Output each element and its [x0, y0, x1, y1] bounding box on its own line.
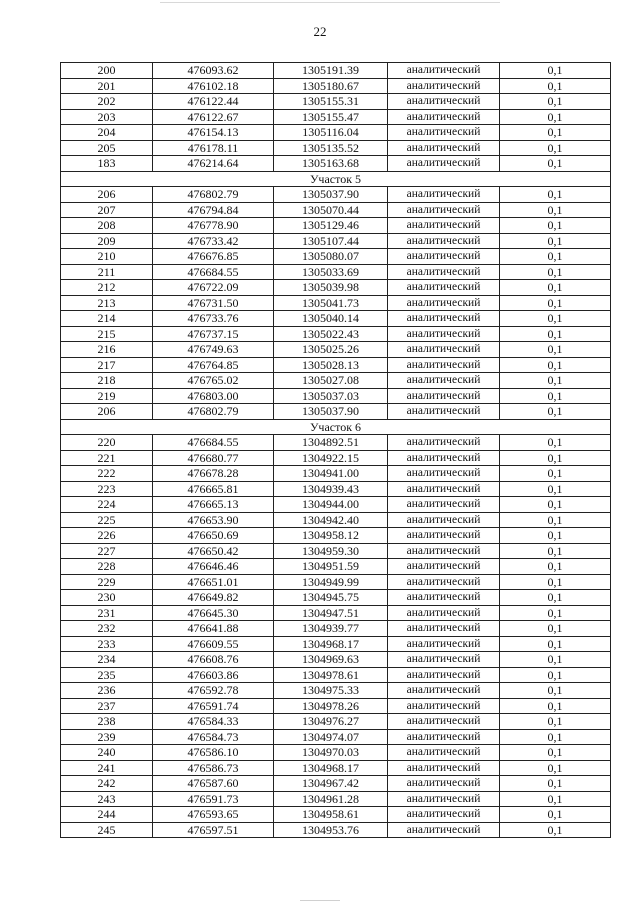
point-number-cell: 223: [61, 481, 153, 497]
x-coordinate-cell: 476731.50: [153, 295, 274, 311]
table-row: [61, 342, 611, 358]
x-coordinate-cell: 476749.63: [153, 342, 274, 358]
point-number-cell: 236: [61, 683, 153, 699]
x-coordinate-cell: 476093.62: [153, 63, 274, 79]
table-row: [61, 156, 611, 172]
x-coordinate-cell: 476154.13: [153, 125, 274, 141]
x-coordinate-cell: 476591.73: [153, 791, 274, 807]
accuracy-cell: 0,1: [500, 481, 611, 497]
method-cell: аналитический: [388, 233, 500, 249]
method-cell: аналитический: [388, 94, 500, 110]
method-cell: аналитический: [388, 63, 500, 79]
method-cell: аналитический: [388, 621, 500, 637]
table-row: [61, 94, 611, 110]
point-number-cell: 183: [61, 156, 153, 172]
method-cell: аналитический: [388, 311, 500, 327]
x-coordinate-cell: 476651.01: [153, 574, 274, 590]
x-coordinate-cell: 476122.67: [153, 109, 274, 125]
point-number-cell: 232: [61, 621, 153, 637]
table-row: [61, 435, 611, 451]
y-coordinate-cell: 1305037.90: [274, 187, 388, 203]
method-cell: аналитический: [388, 435, 500, 451]
section-row: [61, 419, 611, 435]
point-number-cell: 229: [61, 574, 153, 590]
point-number-cell: 209: [61, 233, 153, 249]
accuracy-cell: 0,1: [500, 63, 611, 79]
point-number-cell: 228: [61, 559, 153, 575]
x-coordinate-cell: 476591.74: [153, 698, 274, 714]
table-row: [61, 63, 611, 79]
method-cell: аналитический: [388, 187, 500, 203]
accuracy-cell: 0,1: [500, 109, 611, 125]
table-row: [61, 373, 611, 389]
x-coordinate-cell: 476733.76: [153, 311, 274, 327]
method-cell: аналитический: [388, 326, 500, 342]
point-number-cell: 219: [61, 388, 153, 404]
method-cell: аналитический: [388, 729, 500, 745]
table-row: [61, 388, 611, 404]
method-cell: аналитический: [388, 357, 500, 373]
x-coordinate-cell: 476584.33: [153, 714, 274, 730]
method-cell: аналитический: [388, 140, 500, 156]
accuracy-cell: 0,1: [500, 156, 611, 172]
accuracy-cell: 0,1: [500, 605, 611, 621]
table-row: [61, 481, 611, 497]
table-row: [61, 605, 611, 621]
section-label: Участок 6: [61, 419, 611, 435]
y-coordinate-cell: 1304978.61: [274, 667, 388, 683]
y-coordinate-cell: 1305039.98: [274, 280, 388, 296]
method-cell: аналитический: [388, 295, 500, 311]
point-number-cell: 206: [61, 187, 153, 203]
x-coordinate-cell: 476803.00: [153, 388, 274, 404]
point-number-cell: 237: [61, 698, 153, 714]
method-cell: аналитический: [388, 156, 500, 172]
point-number-cell: 222: [61, 466, 153, 482]
y-coordinate-cell: 1304968.17: [274, 760, 388, 776]
x-coordinate-cell: 476646.46: [153, 559, 274, 575]
method-cell: аналитический: [388, 249, 500, 265]
table-row: [61, 760, 611, 776]
point-number-cell: 204: [61, 125, 153, 141]
accuracy-cell: 0,1: [500, 435, 611, 451]
table-row: [61, 450, 611, 466]
method-cell: аналитический: [388, 466, 500, 482]
table-row: [61, 807, 611, 823]
method-cell: аналитический: [388, 125, 500, 141]
point-number-cell: 220: [61, 435, 153, 451]
y-coordinate-cell: 1305033.69: [274, 264, 388, 280]
point-number-cell: 201: [61, 78, 153, 94]
y-coordinate-cell: 1304958.61: [274, 807, 388, 823]
y-coordinate-cell: 1305037.90: [274, 404, 388, 420]
x-coordinate-cell: 476603.86: [153, 667, 274, 683]
point-number-cell: 244: [61, 807, 153, 823]
y-coordinate-cell: 1305163.68: [274, 156, 388, 172]
coordinates-table-body: [61, 63, 611, 838]
x-coordinate-cell: 476684.55: [153, 435, 274, 451]
section-row: [61, 171, 611, 187]
y-coordinate-cell: 1305180.67: [274, 78, 388, 94]
x-coordinate-cell: 476650.42: [153, 543, 274, 559]
y-coordinate-cell: 1304941.00: [274, 466, 388, 482]
table-row: [61, 497, 611, 513]
table-row: [61, 187, 611, 203]
method-cell: аналитический: [388, 791, 500, 807]
accuracy-cell: 0,1: [500, 187, 611, 203]
accuracy-cell: 0,1: [500, 760, 611, 776]
point-number-cell: 238: [61, 714, 153, 730]
table-row: [61, 636, 611, 652]
accuracy-cell: 0,1: [500, 264, 611, 280]
table-row: [61, 466, 611, 482]
accuracy-cell: 0,1: [500, 94, 611, 110]
method-cell: аналитический: [388, 760, 500, 776]
method-cell: аналитический: [388, 574, 500, 590]
y-coordinate-cell: 1305116.04: [274, 125, 388, 141]
table-row: [61, 233, 611, 249]
y-coordinate-cell: 1304951.59: [274, 559, 388, 575]
page-number: 22: [313, 24, 327, 39]
table-row: [61, 729, 611, 745]
accuracy-cell: 0,1: [500, 652, 611, 668]
y-coordinate-cell: 1304961.28: [274, 791, 388, 807]
point-number-cell: 202: [61, 94, 153, 110]
table-row: [61, 249, 611, 265]
method-cell: аналитический: [388, 342, 500, 358]
accuracy-cell: 0,1: [500, 698, 611, 714]
y-coordinate-cell: 1304953.76: [274, 822, 388, 838]
y-coordinate-cell: 1305080.07: [274, 249, 388, 265]
y-coordinate-cell: 1304976.27: [274, 714, 388, 730]
x-coordinate-cell: 476584.73: [153, 729, 274, 745]
method-cell: аналитический: [388, 605, 500, 621]
y-coordinate-cell: 1304958.12: [274, 528, 388, 544]
y-coordinate-cell: 1304945.75: [274, 590, 388, 606]
accuracy-cell: 0,1: [500, 342, 611, 358]
point-number-cell: 243: [61, 791, 153, 807]
x-coordinate-cell: 476737.15: [153, 326, 274, 342]
point-number-cell: 208: [61, 218, 153, 234]
point-number-cell: 224: [61, 497, 153, 513]
table-row: [61, 776, 611, 792]
accuracy-cell: 0,1: [500, 450, 611, 466]
table-row: [61, 264, 611, 280]
x-coordinate-cell: 476122.44: [153, 94, 274, 110]
y-coordinate-cell: 1305037.03: [274, 388, 388, 404]
y-coordinate-cell: 1305025.26: [274, 342, 388, 358]
x-coordinate-cell: 476586.10: [153, 745, 274, 761]
point-number-cell: 211: [61, 264, 153, 280]
y-coordinate-cell: 1305129.46: [274, 218, 388, 234]
table-row: [61, 621, 611, 637]
table-row: [61, 78, 611, 94]
method-cell: аналитический: [388, 280, 500, 296]
x-coordinate-cell: 476587.60: [153, 776, 274, 792]
point-number-cell: 218: [61, 373, 153, 389]
x-coordinate-cell: 476764.85: [153, 357, 274, 373]
x-coordinate-cell: 476765.02: [153, 373, 274, 389]
accuracy-cell: 0,1: [500, 233, 611, 249]
table-row: [61, 512, 611, 528]
table-row: [61, 543, 611, 559]
method-cell: аналитический: [388, 78, 500, 94]
table-row: [61, 404, 611, 420]
method-cell: аналитический: [388, 528, 500, 544]
point-number-cell: 240: [61, 745, 153, 761]
y-coordinate-cell: 1305041.73: [274, 295, 388, 311]
method-cell: аналитический: [388, 450, 500, 466]
method-cell: аналитический: [388, 745, 500, 761]
y-coordinate-cell: 1304967.42: [274, 776, 388, 792]
table-row: [61, 125, 611, 141]
x-coordinate-cell: 476676.85: [153, 249, 274, 265]
y-coordinate-cell: 1305040.14: [274, 311, 388, 327]
x-coordinate-cell: 476649.82: [153, 590, 274, 606]
table-row: [61, 218, 611, 234]
y-coordinate-cell: 1304922.15: [274, 450, 388, 466]
method-cell: аналитический: [388, 373, 500, 389]
table-row: [61, 590, 611, 606]
table-row: [61, 714, 611, 730]
x-coordinate-cell: 476641.88: [153, 621, 274, 637]
x-coordinate-cell: 476665.13: [153, 497, 274, 513]
x-coordinate-cell: 476214.64: [153, 156, 274, 172]
y-coordinate-cell: 1305107.44: [274, 233, 388, 249]
method-cell: аналитический: [388, 512, 500, 528]
method-cell: аналитический: [388, 822, 500, 838]
x-coordinate-cell: 476178.11: [153, 140, 274, 156]
x-coordinate-cell: 476586.73: [153, 760, 274, 776]
point-number-cell: 205: [61, 140, 153, 156]
accuracy-cell: 0,1: [500, 543, 611, 559]
accuracy-cell: 0,1: [500, 466, 611, 482]
accuracy-cell: 0,1: [500, 249, 611, 265]
table-row: [61, 528, 611, 544]
method-cell: аналитический: [388, 481, 500, 497]
method-cell: аналитический: [388, 714, 500, 730]
table-row: [61, 357, 611, 373]
y-coordinate-cell: 1304939.43: [274, 481, 388, 497]
table-row: [61, 559, 611, 575]
accuracy-cell: 0,1: [500, 125, 611, 141]
method-cell: аналитический: [388, 667, 500, 683]
accuracy-cell: 0,1: [500, 295, 611, 311]
accuracy-cell: 0,1: [500, 776, 611, 792]
x-coordinate-cell: 476722.09: [153, 280, 274, 296]
accuracy-cell: 0,1: [500, 357, 611, 373]
table-row: [61, 791, 611, 807]
y-coordinate-cell: 1305155.31: [274, 94, 388, 110]
point-number-cell: 241: [61, 760, 153, 776]
y-coordinate-cell: 1304970.03: [274, 745, 388, 761]
point-number-cell: 203: [61, 109, 153, 125]
y-coordinate-cell: 1305155.47: [274, 109, 388, 125]
method-cell: аналитический: [388, 590, 500, 606]
point-number-cell: 231: [61, 605, 153, 621]
accuracy-cell: 0,1: [500, 574, 611, 590]
table-row: [61, 140, 611, 156]
accuracy-cell: 0,1: [500, 388, 611, 404]
table-row: [61, 574, 611, 590]
accuracy-cell: 0,1: [500, 729, 611, 745]
x-coordinate-cell: 476609.55: [153, 636, 274, 652]
method-cell: аналитический: [388, 652, 500, 668]
y-coordinate-cell: 1304978.26: [274, 698, 388, 714]
y-coordinate-cell: 1304944.00: [274, 497, 388, 513]
y-coordinate-cell: 1304975.33: [274, 683, 388, 699]
accuracy-cell: 0,1: [500, 791, 611, 807]
method-cell: аналитический: [388, 218, 500, 234]
point-number-cell: 230: [61, 590, 153, 606]
accuracy-cell: 0,1: [500, 822, 611, 838]
accuracy-cell: 0,1: [500, 636, 611, 652]
accuracy-cell: 0,1: [500, 714, 611, 730]
point-number-cell: 206: [61, 404, 153, 420]
x-coordinate-cell: 476592.78: [153, 683, 274, 699]
accuracy-cell: 0,1: [500, 311, 611, 327]
method-cell: аналитический: [388, 497, 500, 513]
x-coordinate-cell: 476794.84: [153, 202, 274, 218]
accuracy-cell: 0,1: [500, 683, 611, 699]
y-coordinate-cell: 1304942.40: [274, 512, 388, 528]
table-row: [61, 667, 611, 683]
point-number-cell: 226: [61, 528, 153, 544]
x-coordinate-cell: 476645.30: [153, 605, 274, 621]
point-number-cell: 210: [61, 249, 153, 265]
point-number-cell: 235: [61, 667, 153, 683]
method-cell: аналитический: [388, 683, 500, 699]
x-coordinate-cell: 476102.18: [153, 78, 274, 94]
accuracy-cell: 0,1: [500, 373, 611, 389]
y-coordinate-cell: 1304959.30: [274, 543, 388, 559]
point-number-cell: 239: [61, 729, 153, 745]
x-coordinate-cell: 476778.90: [153, 218, 274, 234]
table-row: [61, 280, 611, 296]
point-number-cell: 213: [61, 295, 153, 311]
method-cell: аналитический: [388, 109, 500, 125]
y-coordinate-cell: 1304974.07: [274, 729, 388, 745]
point-number-cell: 221: [61, 450, 153, 466]
x-coordinate-cell: 476597.51: [153, 822, 274, 838]
method-cell: аналитический: [388, 264, 500, 280]
y-coordinate-cell: 1304949.99: [274, 574, 388, 590]
x-coordinate-cell: 476608.76: [153, 652, 274, 668]
coordinates-table: [60, 62, 611, 838]
accuracy-cell: 0,1: [500, 202, 611, 218]
table-row: [61, 652, 611, 668]
accuracy-cell: 0,1: [500, 745, 611, 761]
table-row: [61, 683, 611, 699]
table-row: [61, 295, 611, 311]
method-cell: аналитический: [388, 202, 500, 218]
y-coordinate-cell: 1305135.52: [274, 140, 388, 156]
point-number-cell: 225: [61, 512, 153, 528]
x-coordinate-cell: 476650.69: [153, 528, 274, 544]
point-number-cell: 242: [61, 776, 153, 792]
point-number-cell: 227: [61, 543, 153, 559]
method-cell: аналитический: [388, 698, 500, 714]
y-coordinate-cell: 1305191.39: [274, 63, 388, 79]
method-cell: аналитический: [388, 388, 500, 404]
method-cell: аналитический: [388, 807, 500, 823]
point-number-cell: 212: [61, 280, 153, 296]
point-number-cell: 234: [61, 652, 153, 668]
y-coordinate-cell: 1304968.17: [274, 636, 388, 652]
x-coordinate-cell: 476684.55: [153, 264, 274, 280]
y-coordinate-cell: 1305022.43: [274, 326, 388, 342]
point-number-cell: 233: [61, 636, 153, 652]
method-cell: аналитический: [388, 636, 500, 652]
y-coordinate-cell: 1304969.63: [274, 652, 388, 668]
table-row: [61, 745, 611, 761]
table-row: [61, 326, 611, 342]
accuracy-cell: 0,1: [500, 404, 611, 420]
method-cell: аналитический: [388, 559, 500, 575]
table-row: [61, 822, 611, 838]
x-coordinate-cell: 476593.65: [153, 807, 274, 823]
accuracy-cell: 0,1: [500, 280, 611, 296]
scan-edge-bottom: [300, 900, 340, 901]
point-number-cell: 216: [61, 342, 153, 358]
x-coordinate-cell: 476733.42: [153, 233, 274, 249]
accuracy-cell: 0,1: [500, 667, 611, 683]
accuracy-cell: 0,1: [500, 621, 611, 637]
point-number-cell: 200: [61, 63, 153, 79]
accuracy-cell: 0,1: [500, 807, 611, 823]
accuracy-cell: 0,1: [500, 559, 611, 575]
x-coordinate-cell: 476802.79: [153, 404, 274, 420]
accuracy-cell: 0,1: [500, 590, 611, 606]
accuracy-cell: 0,1: [500, 497, 611, 513]
table-row: [61, 109, 611, 125]
point-number-cell: 217: [61, 357, 153, 373]
accuracy-cell: 0,1: [500, 140, 611, 156]
y-coordinate-cell: 1304947.51: [274, 605, 388, 621]
accuracy-cell: 0,1: [500, 512, 611, 528]
y-coordinate-cell: 1304939.77: [274, 621, 388, 637]
x-coordinate-cell: 476665.81: [153, 481, 274, 497]
point-number-cell: 215: [61, 326, 153, 342]
point-number-cell: 245: [61, 822, 153, 838]
table-row: [61, 698, 611, 714]
accuracy-cell: 0,1: [500, 528, 611, 544]
y-coordinate-cell: 1304892.51: [274, 435, 388, 451]
table-row: [61, 202, 611, 218]
section-label: Участок 5: [61, 171, 611, 187]
table-row: [61, 311, 611, 327]
x-coordinate-cell: 476653.90: [153, 512, 274, 528]
point-number-cell: 207: [61, 202, 153, 218]
method-cell: аналитический: [388, 543, 500, 559]
x-coordinate-cell: 476678.28: [153, 466, 274, 482]
scan-edge-top: [160, 2, 500, 3]
y-coordinate-cell: 1305070.44: [274, 202, 388, 218]
y-coordinate-cell: 1305028.13: [274, 357, 388, 373]
point-number-cell: 214: [61, 311, 153, 327]
method-cell: аналитический: [388, 404, 500, 420]
y-coordinate-cell: 1305027.08: [274, 373, 388, 389]
method-cell: аналитический: [388, 776, 500, 792]
accuracy-cell: 0,1: [500, 218, 611, 234]
accuracy-cell: 0,1: [500, 326, 611, 342]
x-coordinate-cell: 476802.79: [153, 187, 274, 203]
accuracy-cell: 0,1: [500, 78, 611, 94]
x-coordinate-cell: 476680.77: [153, 450, 274, 466]
